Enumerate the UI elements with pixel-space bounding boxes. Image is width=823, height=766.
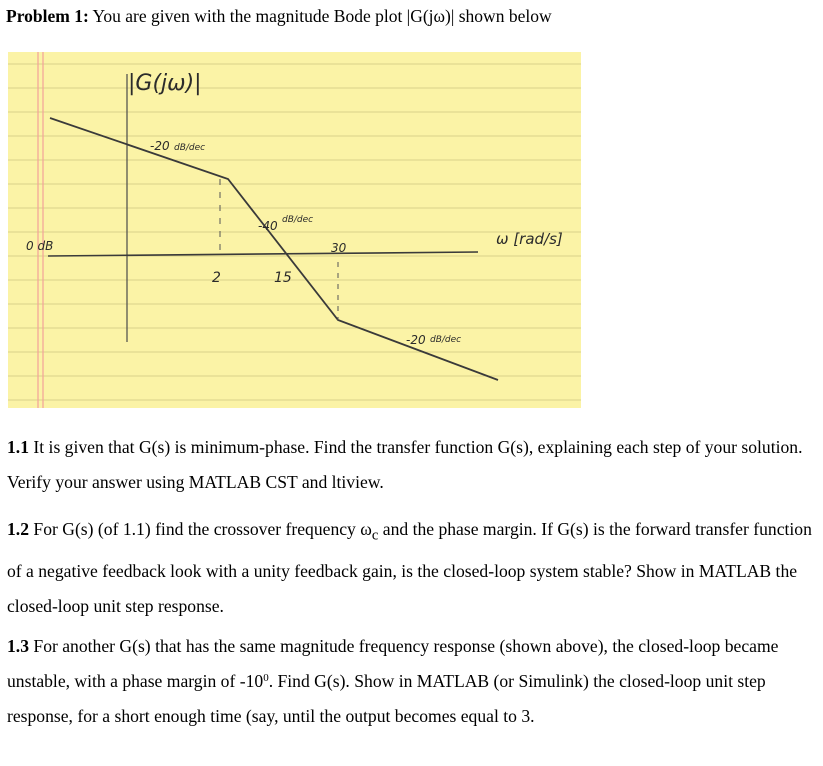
slope-2-value: -40 bbox=[258, 219, 278, 233]
slope-1-value: -20 bbox=[150, 139, 170, 153]
freq-30-label: 30 bbox=[331, 241, 347, 255]
question-1-2 bbox=[7, 512, 813, 624]
question-1-2-text-a: For G(s) (of 1.1) find the crossover frequency ω bbox=[33, 519, 372, 539]
zero-db-label: 0 dB bbox=[26, 239, 54, 253]
question-1-2-text-b: and the phase margin. If G(s) is the forward transfer function of a negative feedback look with a unity feedback gain, is the closed-loop system stable? Show in MATLAB the closed-loop unit step response. bbox=[7, 519, 812, 616]
y-axis-label: |G(jω)| bbox=[128, 71, 202, 96]
freq-15-label: 15 bbox=[274, 270, 292, 286]
slope-3-value: -20 bbox=[406, 333, 426, 347]
question-1-1-text: It is given that G(s) is minimum-phase. Find the transfer function G(s), explaining each step of your solution. Verify your answer using MATLAB CST and ltiview. bbox=[7, 437, 803, 492]
problem-statement: You are given with the magnitude Bode plot |G(jω)| shown below bbox=[92, 6, 552, 26]
slope-1-unit: dB/dec bbox=[174, 143, 206, 153]
problem-label: Problem 1: bbox=[6, 6, 89, 26]
question-1-1-number: 1.1 bbox=[7, 437, 29, 457]
question-1-3-number: 1.3 bbox=[7, 636, 29, 656]
question-1-3-text-b: . Find G(s). Show in MATLAB (or Simulink) the closed-loop unit step response, for a short enough time (say, until the output becomes equal to 3. bbox=[7, 671, 766, 726]
x-axis-label: ω [rad/s] bbox=[496, 230, 563, 248]
question-1-1 bbox=[7, 430, 813, 500]
question-1-2-number: 1.2 bbox=[7, 519, 29, 539]
slope-2-unit: dB/dec bbox=[282, 215, 314, 225]
problem-title bbox=[6, 6, 552, 27]
degree-superscript: 0 bbox=[263, 672, 269, 684]
bode-plot-photo bbox=[8, 52, 581, 408]
crossover-subscript: c bbox=[371, 527, 379, 544]
slope-3-unit: dB/dec bbox=[430, 335, 462, 345]
bode-plot-svg bbox=[8, 52, 581, 408]
freq-2-label: 2 bbox=[212, 270, 221, 286]
question-1-3-text-a: For another G(s) that has the same magnitude frequency response (shown above), the closed-loop became unstable, with a phase margin of -10 bbox=[7, 636, 779, 691]
question-1-3 bbox=[7, 629, 813, 734]
